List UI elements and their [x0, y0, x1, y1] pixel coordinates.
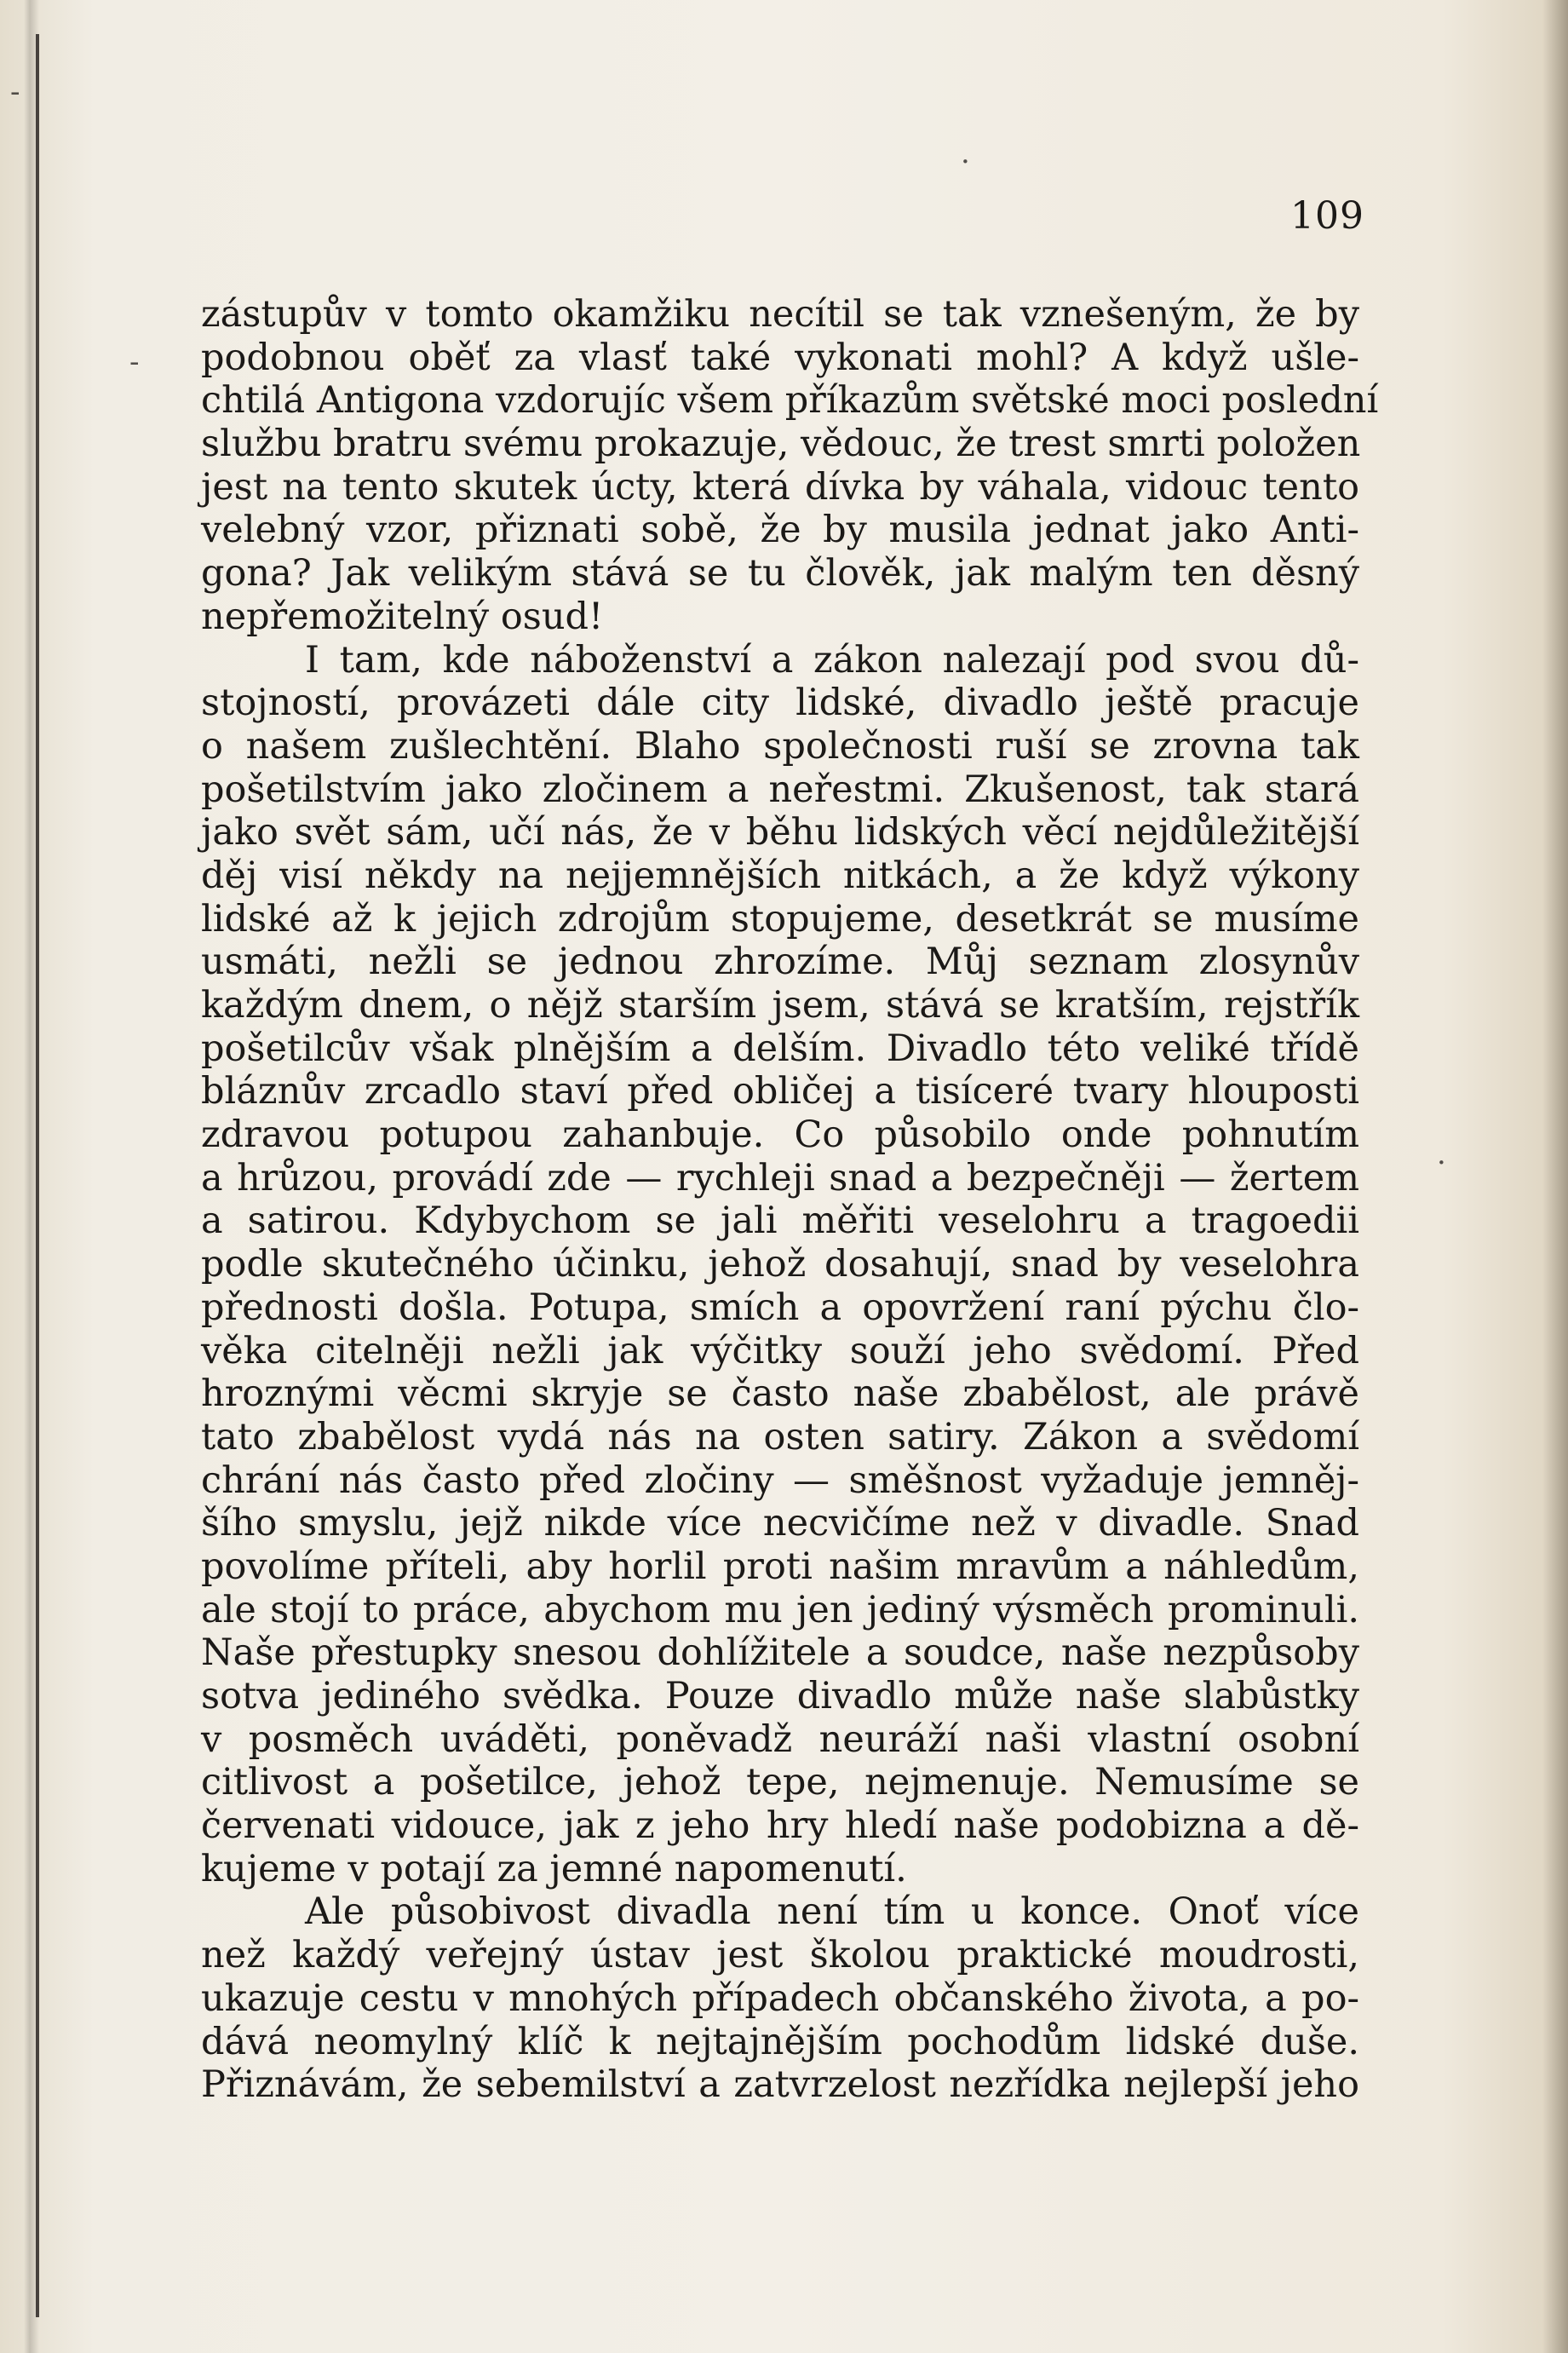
text-line: hroznými věcmi skryje se často naše zbabělost, ale právě — [201, 1372, 1359, 1416]
text-line: chrání nás často před zločiny — směšnost vyžaduje jemněj- — [201, 1458, 1359, 1502]
text-line: ukazuje cestu v mnohých případech občanského života, a po- — [201, 1976, 1359, 2020]
text-line: Naše přestupky snesou dohlížitele a soudce, naše nezpůsoby — [201, 1631, 1359, 1675]
text-line: věka citelněji nežli jak výčitky souží jeho svědomí. Před — [201, 1329, 1359, 1372]
right-page-edge — [1542, 0, 1568, 2353]
margin-mark: - — [129, 345, 140, 379]
text-line: velebný vzor, přiznati sobě, že by musila jednat jako Anti- — [201, 509, 1359, 552]
text-line: dává neomylný klíč k nejtajnějším pochodům lidské duše. — [201, 2020, 1359, 2063]
text-line: I tam, kde náboženství a zákon nalezají pod svou dů- — [305, 638, 1359, 682]
page-edge-rule — [36, 34, 39, 2317]
text-line: stojností, provázeti dále city lidské, divadlo ještě pracuje — [201, 682, 1359, 725]
text-line: lidské až k jejich zdrojům stopujeme, desetkrát se musíme — [201, 897, 1359, 941]
text-line: pošetilstvím jako zločinem a neřestmi. Zkušenost, tak stará — [201, 768, 1359, 811]
text-line: službu bratru svému prokazuje, vědouc, že trest smrti položen — [201, 423, 1361, 466]
text-line: tato zbabělost vydá nás na osten satiry. Zákon a svědomí — [201, 1415, 1359, 1458]
text-line: šího smyslu, jejž nikde více necvičíme než v divadle. Snad — [201, 1502, 1359, 1545]
text-line: jest na tento skutek úcty, která dívka by váhala, vidouc tento — [201, 465, 1359, 509]
text-line: každým dnem, o nějž starším jsem, stává se kratším, rejstřík — [201, 984, 1359, 1027]
margin-mark: · — [961, 145, 970, 179]
text-line: a hrůzou, provádí zde — rychleji snad a bezpečněji — žertem — [201, 1156, 1359, 1200]
text-line: ale stojí to práce, abychom mu jen jediný výsměch prominuli. — [201, 1588, 1359, 1631]
text-line: gona? Jak velikým stává se tu člověk, jak malým ten děsný — [201, 552, 1359, 595]
text-line: nepřemožitelný osud! — [201, 595, 604, 638]
text-line: chtilá Antigona vzdorujíc všem příkazům světské moci poslední — [201, 379, 1379, 423]
text-line: a satirou. Kdybychom se jali měřiti veselohru a tragoedii — [201, 1200, 1359, 1243]
text-line: jako svět sám, učí nás, že v běhu lidských věcí nejdůležitější — [201, 811, 1359, 854]
text-line: zástupův v tomto okamžiku necítil se tak vznešeným, že by — [201, 293, 1359, 336]
text-line: usmáti, nežli se jednou zhrozíme. Můj seznam zlosynův — [201, 941, 1359, 984]
text-line: než každý veřejný ústav jest školou praktické moudrosti, — [201, 1934, 1359, 1977]
text-line: červenati vidouce, jak z jeho hry hledí naše podobizna a dě- — [201, 1804, 1359, 1848]
page-number: 109 — [1290, 194, 1364, 238]
text-line: zdravou potupou zahanbuje. Co působilo onde pohnutím — [201, 1113, 1359, 1157]
text-line: povolíme příteli, aby horlil proti našim mravům a náhledům, — [201, 1545, 1359, 1588]
text-line: o našem zušlechtění. Blaho společnosti ruší se zrovna tak — [201, 724, 1359, 768]
text-line: Přiznávám, že sebemilství a zatvrzelost nezřídka nejlepší jeho — [201, 2063, 1359, 2107]
body-text — [201, 293, 1379, 2107]
text-line: podle skutečného účinku, jehož dosahují, snad by veselohra — [201, 1243, 1359, 1286]
text-line: kujeme v potají za jemné napomenutí. — [201, 1847, 907, 1890]
text-line: podobnou oběť za vlasť také vykonati mohl? A když ušle- — [201, 336, 1359, 379]
text-line: v posměch uváděti, poněvadž neuráží naši vlastní osobní — [201, 1717, 1359, 1761]
margin-mark: - — [10, 75, 20, 109]
text-line: Ale působivost divadla není tím u konce. Onoť více — [305, 1890, 1359, 1934]
text-line: přednosti došla. Potupa, smích a opovržení raní pýchu člo- — [201, 1286, 1359, 1329]
text-line: děj visí někdy na nejjemnějších nitkách, a že když výkony — [201, 854, 1359, 897]
text-line: pošetilcův však plnějším a delším. Divadlo této veliké třídě — [201, 1027, 1359, 1070]
text-line: sotva jediného svědka. Pouze divadlo může naše slabůstky — [201, 1675, 1359, 1717]
margin-mark: · — [1437, 1146, 1446, 1180]
text-line: citlivost a pošetilce, jehož tepe, nejmenuje. Nemusíme se — [201, 1761, 1359, 1804]
text-line: bláznův zrcadlo staví před obličej a tisíceré tvary hlouposti — [201, 1070, 1359, 1113]
